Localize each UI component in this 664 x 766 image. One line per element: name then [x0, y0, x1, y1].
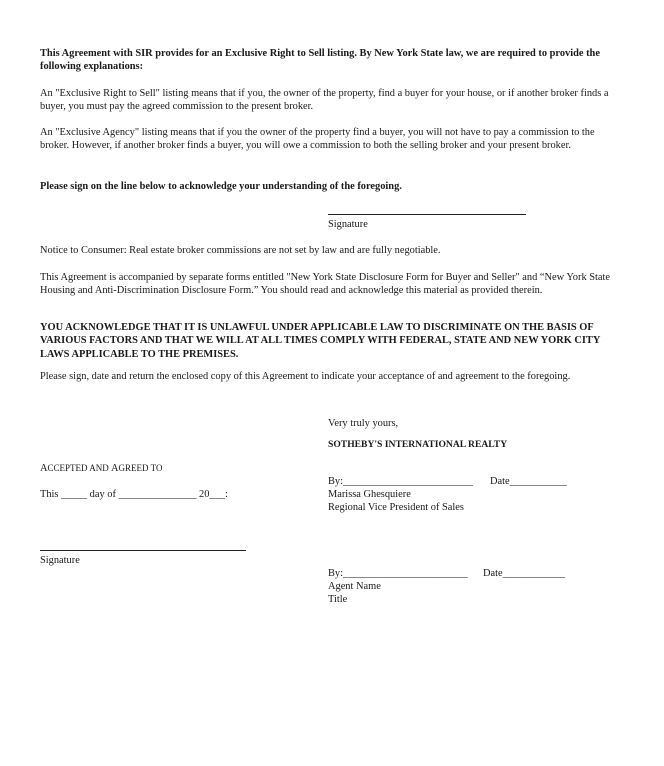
please-sign-paragraph: Please sign, date and return the enclosed copy of this Agreement to indicate your acceptance of and agreement to the foregoing. — [40, 371, 571, 382]
accepted-initial-a: A — [40, 463, 48, 474]
intro-paragraph: This Agreement with SIR provides for an Exclusive Right to Sell listing. By New York State law, we are required to provide the following explanations: — [40, 48, 600, 73]
anti-discrimination-acknowledgement: YOU ACKNOWLEDGE THAT IT IS UNLAWFUL UNDER APPLICABLE LAW TO DISCRIMINATE ON THE BASIS OF VARIOUS FACTORS AND THAT WE WILL AT ALL TIMES COMPLY WITH FEDERAL, STATE AND NEW YORK CITY LAWS APPLICABLE TO THE PREMISES. — [40, 322, 600, 360]
exclusive-agency-paragraph: An "Exclusive Agency" listing means that if you the owner of the property find a buyer, you will not have to pay a commission to the broker. However, if another broker finds a buyer, you will owe a commission to both the selling broker and your present broker. — [40, 127, 595, 152]
broker2-date-line: Date____________ — [483, 568, 565, 579]
accepted-rest: CCEPTED AND — [47, 463, 112, 473]
broker1-by-line: By:_________________________ — [328, 476, 473, 487]
agreed-initial-a: A — [111, 463, 119, 474]
accompanied-paragraph: This Agreement is accompanied by separate forms entitled "New York State Disclosure Form for Buyer and Seller" and “New York State Housing and Anti-Discrimination Disclosure Form.” You should read and acknowledge this material as provided therein. — [40, 272, 611, 297]
sign-prompt: Please sign on the line below to acknowledge your understanding of the foregoing. — [40, 181, 402, 192]
signature-label-1: Signature — [328, 219, 368, 230]
exclusive-right-paragraph: An "Exclusive Right to Sell" listing means that if you, the owner of the property, find a buyer for your house, or if another broker finds a buyer, you must pay the agreed commission to the present broker. — [40, 88, 609, 113]
signature-line-1 — [328, 214, 526, 215]
agreed-rest: GREED TO — [118, 463, 163, 473]
accepted-and-agreed — [40, 462, 162, 475]
broker1-name: Marissa Ghesquiere — [328, 489, 411, 500]
date-line: This _____ day of _______________ 20___: — [40, 489, 228, 500]
broker2-name: Agent Name — [328, 581, 381, 592]
broker2-title: Title — [328, 594, 348, 605]
notice-to-consumer: Notice to Consumer: Real estate broker commissions are not set by law and are fully negotiable. — [40, 245, 441, 256]
broker1-title: Regional Vice President of Sales — [328, 502, 464, 513]
broker2-by-line: By:________________________ — [328, 568, 468, 579]
company-name: SOTHEBY'S INTERNATIONAL REALTY — [328, 439, 508, 450]
closing-salutation: Very truly yours, — [328, 418, 399, 429]
broker1-date-line: Date___________ — [490, 476, 567, 487]
signature-label-2: Signature — [40, 555, 80, 566]
signature-line-2 — [40, 550, 246, 551]
